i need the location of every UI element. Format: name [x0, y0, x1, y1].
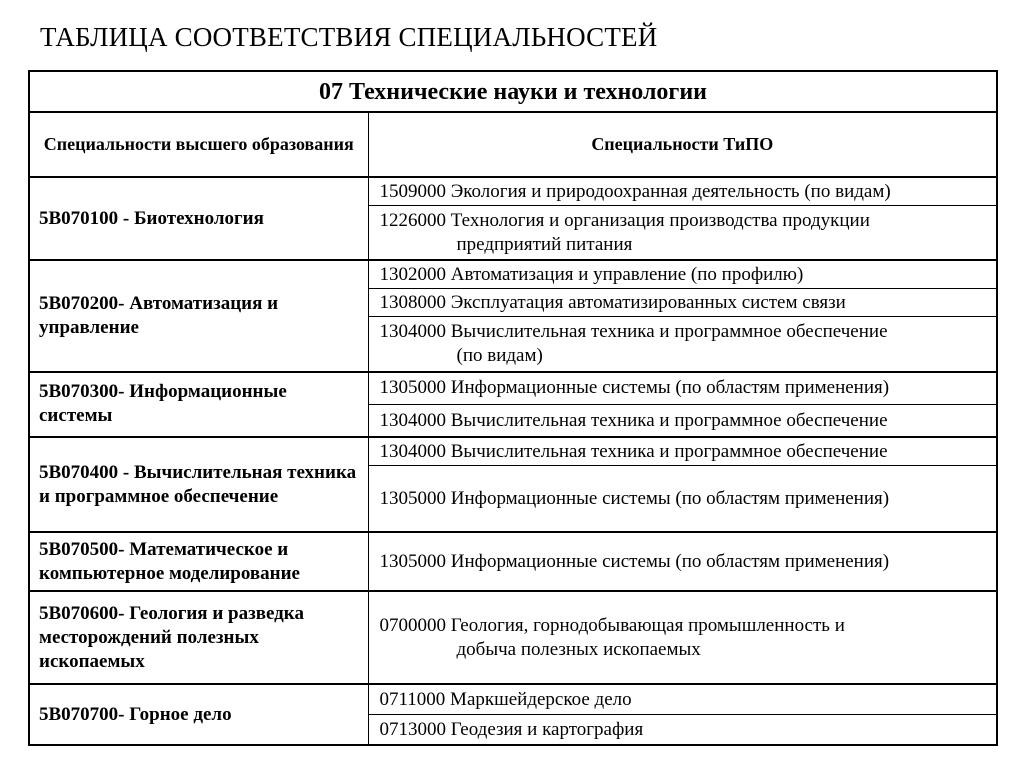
table-row	[29, 260, 997, 288]
tipo-line-continued: (по видам)	[456, 344, 543, 366]
tipo-line: 1304000 Вычислительная техника и программное обеспечение	[379, 440, 888, 462]
tipo-cell	[368, 532, 997, 591]
tipo-line: 0711000 Маркшейдерское дело	[379, 688, 632, 710]
tipo-line: 1305000 Информационные системы (по областям применения)	[379, 550, 890, 572]
tipo-cell	[368, 715, 997, 745]
tipo-cell	[368, 466, 997, 533]
tipo-line: 1226000 Технология и организация производства продукции	[379, 209, 870, 231]
table-row	[29, 177, 997, 205]
tipo-cell	[368, 405, 997, 437]
tipo-line: 1308000 Эксплуатация автоматизированных систем связи	[379, 291, 846, 313]
tipo-cell	[368, 437, 997, 465]
tipo-cell	[368, 591, 997, 684]
table-row	[29, 532, 997, 591]
tipo-cell	[368, 206, 997, 261]
tipo-line: 1304000 Вычислительная техника и программное обеспечение	[379, 320, 888, 342]
specialty-cell: 5В070600- Геология и разведка месторождений полезных ископаемых	[29, 591, 368, 684]
page-title: ТАБЛИЦА СООТВЕТСТВИЯ СПЕЦИАЛЬНОСТЕЙ	[40, 22, 658, 52]
tipo-cell	[368, 177, 997, 205]
column-header-higher: Специальности высшего образования	[29, 112, 368, 177]
tipo-line: 1305000 Информационные системы (по областям применения)	[379, 487, 890, 509]
tipo-line: 1509000 Экология и природоохранная деятельность (по видам)	[379, 180, 891, 202]
section-header-row	[29, 71, 997, 112]
tipo-cell	[368, 260, 997, 288]
tipo-line: 1305000 Информационные системы (по областям применения)	[379, 377, 890, 399]
column-header-tipo: Специальности ТиПО	[368, 112, 997, 177]
specialty-cell: 5В070500- Математическое и компьютерное моделирование	[29, 532, 368, 591]
tipo-cell	[368, 684, 997, 714]
tipo-cell	[368, 317, 997, 372]
tipo-line-continued: добыча полезных ископаемых	[456, 638, 701, 660]
specialty-cell: 5В070300- Информационные системы	[29, 372, 368, 438]
specialty-cell: 5В070100 - Биотехнология	[29, 177, 368, 260]
table-row	[29, 372, 997, 405]
table-row	[29, 684, 997, 714]
correspondence-table-wrap	[28, 70, 996, 746]
specialty-cell: 5В070400 - Вычислительная техника и программное обеспечение	[29, 437, 368, 532]
specialty-cell: 5В070200- Автоматизация и управление	[29, 260, 368, 371]
tipo-cell	[368, 372, 997, 405]
column-header-row	[29, 112, 997, 177]
correspondence-table	[28, 70, 998, 746]
table-row	[29, 437, 997, 465]
table-row	[29, 591, 997, 684]
tipo-cell	[368, 289, 997, 317]
tipo-line: 1302000 Автоматизация и управление (по профилю)	[379, 263, 804, 285]
specialty-cell: 5В070700- Горное дело	[29, 684, 368, 745]
tipo-line: 1304000 Вычислительная техника и программное обеспечение	[379, 409, 888, 431]
tipo-line: 0713000 Геодезия и картография	[379, 718, 644, 740]
tipo-line-continued: предприятий питания	[456, 233, 633, 255]
tipo-line: 0700000 Геология, горнодобывающая промышленность и	[379, 614, 845, 636]
section-header: 07 Технические науки и технологии	[29, 71, 997, 112]
